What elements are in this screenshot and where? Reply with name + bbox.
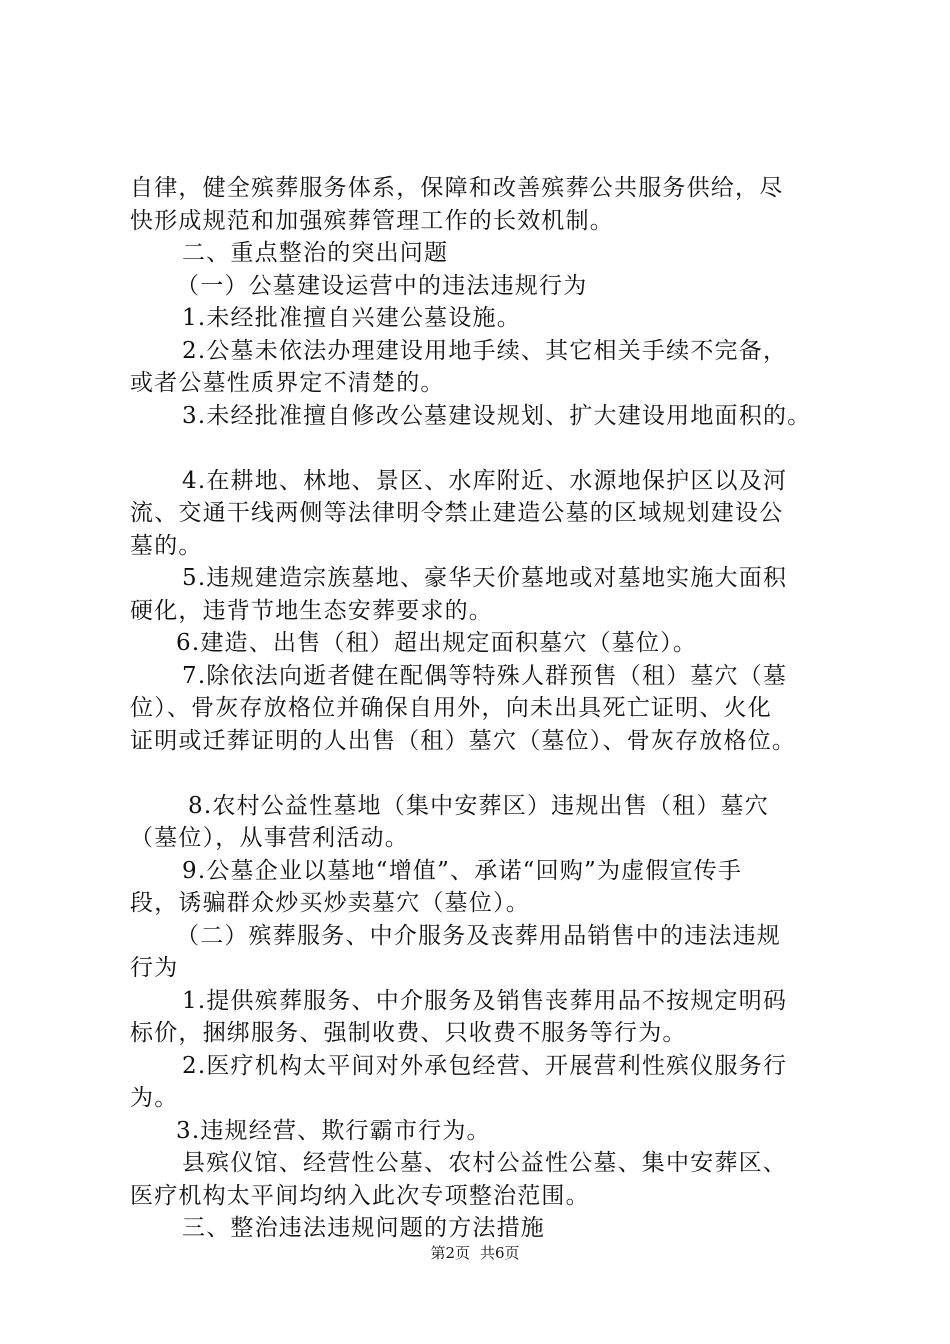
list-item-continuation: 为。 [130,1085,179,1111]
list-item: 6.建造、出售（租）超出规定面积墓穴（墓位）。 [176,630,698,656]
subsection-heading-continuation: 行为 [130,955,179,981]
page-total: 共6页 [480,1244,520,1262]
document-body [130,172,830,1245]
section-heading: 二、重点整治的突出问题 [182,240,449,266]
list-item-continuation: 标价，捆绑服务、强制收费、只收费不服务等行为。 [130,1020,687,1046]
paragraph-line: 县殡仪馆、经营性公墓、农村公益性公墓、集中安葬区、 [182,1150,787,1176]
list-item-continuation: 硬化，违背节地生态安葬要求的。 [130,597,493,624]
section-heading: 三、整治违法违规问题的方法措施 [182,1215,545,1241]
list-item-continuation: 墓的。 [130,532,203,559]
list-item-continuation: 证明或迁葬证明的人出售（租）墓穴（墓位）、骨灰存放格位。 [130,727,797,754]
list-item-continuation: 段，诱骗群众炒买炒卖墓穴（墓位）。 [130,890,530,916]
page-number: 第2页 [430,1244,470,1262]
list-item: 8.农村公益性墓地（集中安葬区）违规出售（租）墓穴 [188,792,769,819]
list-item-continuation: 流、交通干线两侧等法律明令禁止建造公墓的区域规划建设公 [130,500,784,526]
list-item: 1.提供殡葬服务、中介服务及销售丧葬用品不按规定明码 [182,987,788,1014]
list-item: 2.公墓未依法办理建设用地手续、其它相关手续不完备， [182,337,788,364]
blank-line [130,432,830,465]
list-item: 1.未经批准擅自兴建公墓设施。 [182,305,521,331]
list-item: 5.违规建造宗族墓地、豪华天价墓地或对墓地实施大面积 [182,565,788,591]
list-item: 9.公墓企业以墓地“增值”、承诺“回购”为虚假宣传手 [182,857,743,884]
list-item-continuation: 或者公墓性质界定不清楚的。 [130,370,445,396]
list-item-continuation: （墓位），从事营利活动。 [130,825,409,851]
list-item: 3.未经批准擅自修改公墓建设规划、扩大建设用地面积的。 [182,402,812,429]
page-footer [0,1243,950,1263]
list-item: 3.违规经营、欺行霸市行为。 [176,1117,491,1144]
paragraph-line: 医疗机构太平间均纳入此次专项整治范围。 [130,1182,590,1209]
list-item-continuation: 位）、骨灰存放格位并确保自用外，向未出具死亡证明、火化 [130,695,772,721]
subsection-heading: （二）殡葬服务、中介服务及丧葬用品销售中的违法违规 [176,922,781,949]
paragraph-line: 快形成规范和加强殡葬管理工作的长效机制。 [130,207,614,234]
subsection-heading: （一）公墓建设运营中的违法违规行为 [176,272,588,299]
list-item: 7.除依法向逝者健在配偶等特殊人群预售（租）墓穴（墓 [182,662,788,689]
blank-line [130,757,830,790]
list-item: 4.在耕地、林地、景区、水库附近、水源地保护区以及河 [182,467,788,494]
list-item: 2.医疗机构太平间对外承包经营、开展营利性殡仪服务行 [182,1052,788,1079]
paragraph-line: 自律，健全殡葬服务体系，保障和改善殡葬公共服务供给，尽 [130,175,784,201]
